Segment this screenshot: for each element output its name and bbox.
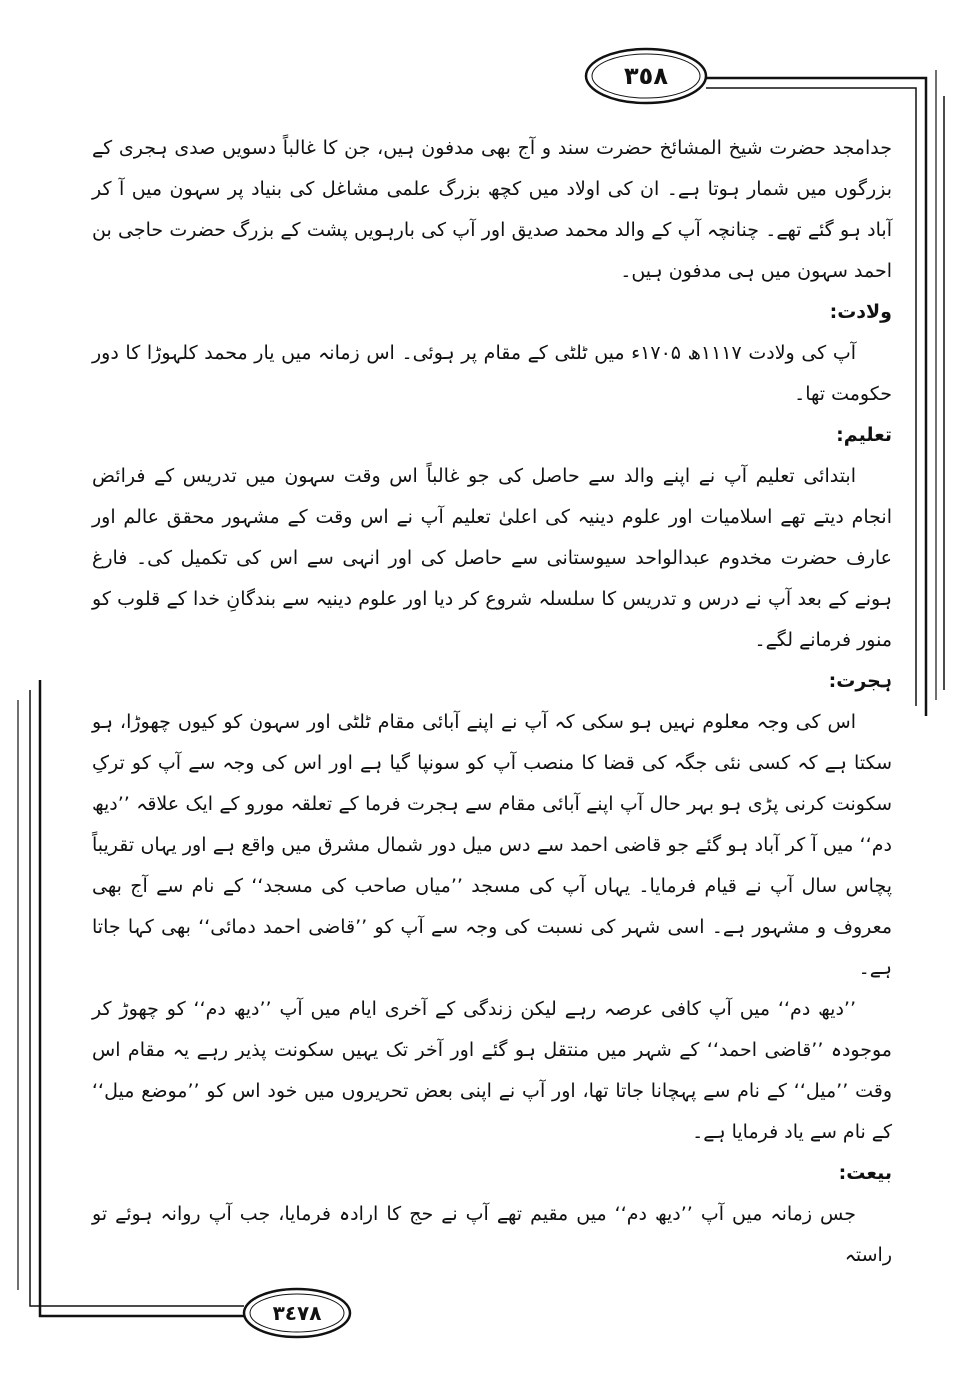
- section-heading-migration: ہجرت:: [828, 670, 892, 692]
- section-text-migration: اس کی وجہ معلوم نہیں ہو سکی کہ آپ نے اپنے آبائی مقام ٹلٹی اور سہون کو کیوں چھوڑا، ہو سکتا ہے کہ کسی نئی جگہ کی قضا کا منصب آپ کو سونپا گیا ہے اور اس کی وجہ سے آپ کو ترکِ سکونت کرنی پڑی ہو بہر حال آپ اپنے آبائی مقام سے ہجرت فرما کے تعلقہ مورو کے ایک علاقہ ’’دیھ دم‘‘ میں آ کر آباد ہو گئے جو قاضی احمد سے دس میل دور شمال مشرق میں واقع ہے اور یہاں تقریباً پچاس سال آپ نے قیام فرمایا۔ یہاں آپ کی مسجد ’’میاں صاحب کی مسجد‘‘ کے نام سے آج بھی معروف و مشہور ہے۔ اسی شہر کی نسبت کی وجہ سے آپ کو ’’قاضی احمد دمائی‘‘ بھی کہا جاتا ہے۔: [92, 711, 892, 979]
- page-body: [92, 128, 892, 1276]
- section-text-education: ابتدائی تعلیم آپ نے اپنے والد سے حاصل کی جو غالباً اس وقت سہون میں تدریس کے فرائض انجام دیتے تھے اسلامیات اور علوم دینیہ کی اعلیٰ تعلیم آپ نے اس وقت کے مشہور محقق عالم اور عارف حضرت مخدوم عبدالواحد سیوستانی سے حاصل کی اور انہی سے اس کی تکمیل کی۔ فارغ ہونے کے بعد آپ نے درس و تدریس کا سلسلہ شروع کر دیا اور علوم دینیہ سے بندگانِ خدا کے قلوب کو منور فرمانے لگے۔: [92, 465, 892, 651]
- page-number-top: ٣٥٨: [624, 62, 668, 90]
- section-text-migration-continued: ’’دیھ دم‘‘ میں آپ کافی عرصہ رہے لیکن زندگی کے آخری ایام میں آپ ’’دیھ دم‘‘ کو چھوڑ کر موجودہ ’’قاضی احمد‘‘ کے شہر میں منتقل ہو گئے اور آخر تک یہیں سکونت پذیر رہے یہ مقام اس وقت ’’میل‘‘ کے نام سے پہچانا جاتا تھا، اور آپ نے اپنی بعض تحریروں میں خود اس کو ’’موضع میل‘‘ کے نام سے یاد فرمایا ہے۔: [92, 998, 892, 1143]
- section-text-allegiance: جس زمانہ میں آپ ’’دیھ دم‘‘ میں مقیم تھے آپ نے حج کا ارادہ فرمایا، جب آپ روانہ ہوئے تو راستہ: [92, 1203, 892, 1266]
- page-number-bottom: ٣٤٧٨: [272, 1301, 322, 1325]
- intro-paragraph: جدامجد حضرت شیخ المشائخ حضرت سند و آج بھی مدفون ہیں، جن کا غالباً دسویں صدی ہجری کے بزرگوں میں شمار ہوتا ہے۔ ان کی اولاد میں کچھ بزرگ علمی مشاغل کی بنیاد پر سہون میں آ کر آباد ہو گئے تھے۔ چنانچہ آپ کے والد محمد صدیق اور آپ کی بارہویں پشت کے بزرگ حضرت حاجی بن احمد سہون میں ہی مدفون ہیں۔: [92, 137, 892, 282]
- section-heading-education: تعلیم:: [836, 424, 892, 446]
- section-text-birth: آپ کی ولادت ۱۱۱۷ھ ۱۷۰۵ء میں ٹلٹی کے مقام پر ہوئی۔ اس زمانہ میں یار محمد کلہوڑا کا دور حکومت تھا۔: [92, 342, 892, 405]
- section-heading-allegiance: بیعت:: [838, 1162, 892, 1184]
- section-heading-birth: ولادت:: [829, 301, 892, 323]
